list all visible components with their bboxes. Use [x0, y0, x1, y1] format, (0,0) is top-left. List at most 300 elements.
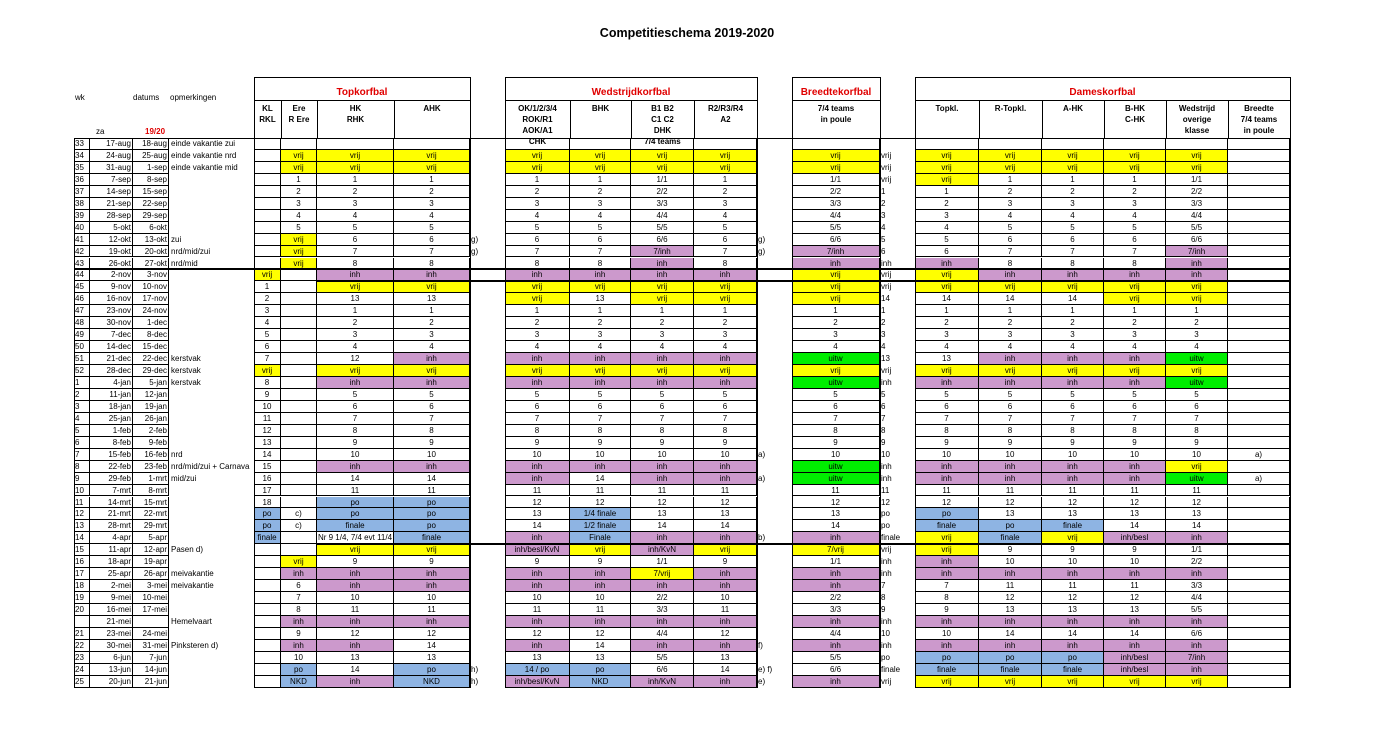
topkl-cell: 5	[915, 389, 979, 401]
note-cell: inh	[881, 461, 892, 471]
r2r3r4-cell: 9	[694, 556, 757, 568]
r2r3r4-cell: 3	[694, 329, 757, 341]
breedte-cell: 5/5	[792, 652, 880, 664]
hk-rhk-cell: 9	[317, 556, 394, 568]
kl-rkl-cell: 14	[254, 449, 281, 461]
a-hk-cell: 12	[1042, 592, 1104, 604]
week-cell: 13	[74, 520, 90, 532]
b1b2-cell: inh	[631, 353, 694, 365]
remark-cell	[169, 281, 254, 293]
topkl-cell: vrij	[915, 269, 979, 281]
thick-separator-week44-bottom	[317, 280, 1290, 282]
breedte-dames-cell	[1228, 592, 1290, 604]
note-cell	[757, 508, 792, 520]
ere-cell: 5	[281, 222, 317, 234]
remark-cell	[169, 508, 254, 520]
note-cell: g)	[471, 246, 479, 256]
kl-rkl-cell: finale	[254, 532, 281, 544]
b-hk-cell: vrij	[1104, 365, 1166, 377]
b1b2-cell: inh/KvN	[631, 676, 694, 688]
note-cell	[470, 485, 505, 497]
topkl-cell: 6	[915, 246, 979, 258]
kl-rkl-cell: 16	[254, 473, 281, 485]
a-hk-cell: 12	[1042, 497, 1104, 509]
ere-cell	[281, 353, 317, 365]
ok-cell: vrij	[505, 365, 570, 377]
remark-cell	[169, 532, 254, 544]
b-hk-cell: vrij	[1104, 162, 1166, 174]
r2r3r4-cell: inh	[694, 676, 757, 688]
r-topkl-cell: vrij	[979, 676, 1042, 688]
date-sat-cell: 24-aug	[90, 150, 133, 162]
a-hk-cell: inh	[1042, 640, 1104, 652]
breedte-dames-cell	[1228, 497, 1290, 509]
date-sun-cell: 15-mrt	[133, 497, 169, 509]
breedte-dames-cell	[1228, 461, 1290, 473]
ahk-cell: 3	[394, 198, 470, 210]
date-sat-cell: 28-dec	[90, 365, 133, 377]
ere-cell: inh	[281, 640, 317, 652]
wedstrijd-overige-cell: inh	[1166, 640, 1228, 652]
hk-rhk-cell: 2	[317, 317, 394, 329]
note-cell	[757, 198, 792, 210]
note-cell: g)	[471, 234, 479, 244]
ere-cell	[281, 544, 317, 556]
topkl-cell: 9	[915, 604, 979, 616]
r-topkl-cell: 8	[979, 258, 1042, 270]
wedstrijd-overige-cell: 9	[1166, 437, 1228, 449]
kl-rkl-cell: 4	[254, 317, 281, 329]
bhk-cell: 10	[570, 449, 631, 461]
remark-cell	[169, 664, 254, 676]
note-cell	[470, 329, 505, 341]
ok-cell: 13	[505, 652, 570, 664]
r-topkl-cell: po	[979, 520, 1042, 532]
note-cell: 1	[881, 186, 886, 196]
r2r3r4-cell: 14	[694, 664, 757, 676]
ok-cell: 12	[505, 628, 570, 640]
date-sat-cell: 21-sep	[90, 198, 133, 210]
bhk-cell: NKD	[570, 676, 631, 688]
date-sat-cell: 18-apr	[90, 556, 133, 568]
b-hk-cell: 11	[1104, 485, 1166, 497]
note-cell: 4	[881, 342, 886, 352]
b1b2-cell: 3/3	[631, 604, 694, 616]
a-hk-cell: finale	[1042, 520, 1104, 532]
r2r3r4-cell: inh	[694, 461, 757, 473]
note-cell	[757, 162, 792, 174]
week-cell: 21	[74, 628, 90, 640]
bhk-cell: 1/4 finale	[570, 508, 631, 520]
note-cell	[470, 138, 505, 150]
note-cell	[757, 389, 792, 401]
r2r3r4-cell: 10	[694, 592, 757, 604]
r2r3r4-cell: 4	[694, 341, 757, 353]
date-sat-cell: 21-mrt	[90, 508, 133, 520]
group-title-line	[254, 100, 470, 101]
breedte-dames-cell	[1228, 640, 1290, 652]
header-top-line	[792, 77, 880, 78]
r-topkl-cell: 10	[979, 449, 1042, 461]
note-cell	[757, 652, 792, 664]
r2r3r4-cell: 10	[694, 449, 757, 461]
a-hk-cell: 4	[1042, 341, 1104, 353]
hk-rhk-cell: 4	[317, 341, 394, 353]
breedte-cell: 2	[792, 317, 880, 329]
remark-cell: nrd/mid/zui	[171, 246, 211, 256]
ahk-cell: 7	[394, 246, 470, 258]
hk-rhk-cell: 12	[317, 353, 394, 365]
note-cell: vrij	[881, 366, 892, 376]
wedstrijd-overige-cell: 6/6	[1166, 234, 1228, 246]
ok-cell: 1	[505, 174, 570, 186]
b-hk-cell: vrij	[1104, 293, 1166, 305]
note-cell	[470, 604, 505, 616]
breedte-cell: 4/4	[792, 210, 880, 222]
date-sun-cell: 14-jun	[133, 664, 169, 676]
date-sun-cell: 18-aug	[133, 138, 169, 150]
a-hk-cell: 5	[1042, 222, 1104, 234]
ahk-cell: vrij	[394, 150, 470, 162]
r2r3r4-cell: 11	[694, 604, 757, 616]
breedte-cell: inh	[792, 616, 880, 628]
note-cell: vrij	[881, 270, 892, 280]
hk-rhk-cell: vrij	[317, 544, 394, 556]
ahk-cell: 4	[394, 341, 470, 353]
hk-rhk-cell: inh	[317, 676, 394, 688]
topkl-cell: 13	[915, 353, 979, 365]
bhk-cell: 2	[570, 186, 631, 198]
a-hk-cell: 1	[1042, 174, 1104, 186]
ok-cell: inh	[505, 461, 570, 473]
date-sun-cell: 7-jun	[133, 652, 169, 664]
wedstrijd-overige-cell: vrij	[1166, 676, 1228, 688]
note-cell: po	[881, 509, 890, 519]
r2r3r4-cell: 6	[694, 234, 757, 246]
ere-cell: inh	[281, 616, 317, 628]
ahk-cell: inh	[394, 568, 470, 580]
r-topkl-cell: inh	[979, 461, 1042, 473]
b-hk-cell: 12	[1104, 497, 1166, 509]
hk-rhk-cell: vrij	[317, 150, 394, 162]
b1b2-cell: 4/4	[631, 210, 694, 222]
note-cell	[757, 604, 792, 616]
remark-cell	[169, 485, 254, 497]
wedstrijd-overige-cell: 6	[1166, 401, 1228, 413]
r2r3r4-cell: vrij	[694, 162, 757, 174]
column-header: Topkl.	[935, 104, 959, 113]
ere-cell	[281, 305, 317, 317]
date-sat-cell: 9-mei	[90, 592, 133, 604]
a-hk-cell: finale	[1042, 664, 1104, 676]
ere-cell: 3	[281, 198, 317, 210]
r-topkl-cell: 9	[979, 544, 1042, 556]
week-cell: 38	[74, 198, 90, 210]
b1b2-cell: 10	[631, 449, 694, 461]
r-topkl-cell: finale	[979, 664, 1042, 676]
a-hk-cell: inh	[1042, 568, 1104, 580]
ere-cell	[281, 437, 317, 449]
r2r3r4-cell: 11	[694, 485, 757, 497]
wedstrijd-overige-cell: vrij	[1166, 461, 1228, 473]
a-hk-cell: inh	[1042, 269, 1104, 281]
note-cell	[880, 138, 915, 150]
kl-rkl-cell	[254, 198, 281, 210]
note-cell: g)	[758, 246, 766, 256]
ahk-cell: 6	[394, 234, 470, 246]
kl-rkl-cell: 2	[254, 293, 281, 305]
remark-cell	[169, 592, 254, 604]
bhk-cell: 7	[570, 413, 631, 425]
breedte-cell: 3/3	[792, 604, 880, 616]
note-cell	[757, 281, 792, 293]
date-sat-cell: 21-mei	[90, 616, 133, 628]
ahk-cell: 8	[394, 425, 470, 437]
note-cell: b)	[758, 533, 766, 543]
wedstrijd-overige-cell: 1	[1166, 305, 1228, 317]
week-cell: 25	[74, 676, 90, 688]
a-hk-cell: vrij	[1042, 150, 1104, 162]
note-cell	[757, 317, 792, 329]
topkl-cell: 10	[915, 628, 979, 640]
bhk-cell: inh	[570, 461, 631, 473]
date-sun-cell: 29-sep	[133, 210, 169, 222]
ahk-cell	[394, 138, 470, 150]
ok-cell: 1	[505, 305, 570, 317]
breedte-dames-cell	[1228, 425, 1290, 437]
r-topkl-cell	[979, 138, 1042, 150]
hk-rhk-cell: inh	[317, 616, 394, 628]
week-cell: 14	[74, 532, 90, 544]
week-cell: 33	[74, 138, 90, 150]
breedte-cell: inh	[792, 568, 880, 580]
b1b2-cell: 2	[631, 317, 694, 329]
date-sat-cell: 14-dec	[90, 341, 133, 353]
ahk-cell: 3	[394, 329, 470, 341]
remark-cell: kerstvak	[171, 366, 201, 376]
remark-cell: Hemelvaart	[171, 617, 212, 626]
ahk-cell: 2	[394, 186, 470, 198]
date-sun-cell: 3-mei	[133, 580, 169, 592]
bhk-cell: 9	[570, 437, 631, 449]
remark-cell: kerstvak	[171, 354, 201, 364]
note-cell: inh	[881, 557, 892, 567]
bhk-cell: vrij	[570, 281, 631, 293]
a-hk-cell: 14	[1042, 628, 1104, 640]
r-topkl-cell: 3	[979, 329, 1042, 341]
breedte-dames-cell	[1228, 210, 1290, 222]
hk-rhk-cell: 11	[317, 485, 394, 497]
note-cell: inh	[881, 640, 892, 650]
kl-rkl-cell	[254, 174, 281, 186]
ahk-cell: 1	[394, 305, 470, 317]
date-sat-cell: 13-jun	[90, 664, 133, 676]
note-cell: 9	[881, 437, 886, 447]
hk-rhk-cell: 14	[317, 473, 394, 485]
hk-rhk-cell: inh	[317, 568, 394, 580]
column-header: R2/R3/R4 A2	[707, 104, 744, 124]
wedstrijd-overige-cell: 13	[1166, 508, 1228, 520]
kl-rkl-cell	[254, 580, 281, 592]
note-cell	[470, 520, 505, 532]
ok-cell: inh	[505, 353, 570, 365]
kl-rkl-cell	[254, 652, 281, 664]
hk-rhk-cell: inh	[317, 269, 394, 281]
date-sun-cell: 22-dec	[133, 353, 169, 365]
ok-cell: inh	[505, 580, 570, 592]
b-hk-cell: 1	[1104, 305, 1166, 317]
wedstrijd-overige-cell: 14	[1166, 520, 1228, 532]
r-topkl-cell: 8	[979, 425, 1042, 437]
b-hk-cell: 5	[1104, 389, 1166, 401]
group-title-dameskorfbal: Dameskorfbal	[1069, 87, 1136, 98]
r2r3r4-cell: 2	[694, 186, 757, 198]
ahk-cell: 9	[394, 437, 470, 449]
a-hk-cell: vrij	[1042, 676, 1104, 688]
r2r3r4-cell: 13	[694, 508, 757, 520]
week-cell: 22	[74, 640, 90, 652]
note-cell: 7	[881, 413, 886, 423]
r2r3r4-cell: 9	[694, 437, 757, 449]
note-cell: 10	[881, 449, 890, 459]
remark-cell	[169, 329, 254, 341]
column-header: B1 B2 C1 C2 DHK 7/4 teams	[644, 104, 681, 146]
ahk-cell: 1	[394, 174, 470, 186]
thick-separator-week15	[317, 543, 1290, 545]
ere-cell: c)	[281, 520, 317, 532]
hk-rhk-cell: 5	[317, 222, 394, 234]
bhk-cell: 4	[570, 210, 631, 222]
note-cell: inh	[881, 617, 892, 626]
ok-cell: 14 / po	[505, 664, 570, 676]
remark-cell	[169, 604, 254, 616]
wedstrijd-overige-cell: 4/4	[1166, 210, 1228, 222]
topkl-cell: po	[915, 508, 979, 520]
b-hk-cell: 14	[1104, 628, 1166, 640]
remark-cell	[169, 628, 254, 640]
b1b2-cell: inh	[631, 258, 694, 270]
hk-rhk-cell: Nr 9 1/4, 7/4 evt 11/4	[317, 533, 393, 543]
topkl-cell: 7	[915, 580, 979, 592]
breedte-dames-cell	[1228, 556, 1290, 568]
date-sat-cell: 30-nov	[90, 317, 133, 329]
b1b2-cell: 7	[631, 413, 694, 425]
breedte-dames-cell	[1228, 413, 1290, 425]
note-cell	[470, 353, 505, 365]
kl-rkl-cell	[254, 592, 281, 604]
group-title-line	[915, 100, 1290, 101]
r-topkl-cell: 2	[979, 317, 1042, 329]
b-hk-cell: vrij	[1104, 281, 1166, 293]
remark-cell: mid/zui	[171, 473, 197, 483]
breedte-dames-cell	[1228, 508, 1290, 520]
b-hk-cell: inh/besl	[1104, 532, 1166, 544]
section-divider	[792, 77, 793, 688]
note-cell	[470, 174, 505, 186]
r-topkl-cell: vrij	[979, 162, 1042, 174]
topkl-cell: 14	[915, 293, 979, 305]
note-cell: vrij	[881, 676, 892, 686]
date-sat-cell: 15-feb	[90, 449, 133, 461]
note-cell: e)	[758, 676, 766, 686]
ere-cell	[281, 497, 317, 509]
note-cell	[757, 138, 792, 150]
bhk-cell: 6	[570, 401, 631, 413]
topkl-cell: 4	[915, 341, 979, 353]
date-sun-cell: 10-nov	[133, 281, 169, 293]
date-sun-cell: 15-dec	[133, 341, 169, 353]
breedte-dames-cell	[1228, 329, 1290, 341]
wedstrijd-overige-cell: 3/3	[1166, 198, 1228, 210]
a-hk-cell: vrij	[1042, 365, 1104, 377]
b-hk-cell: vrij	[1104, 676, 1166, 688]
bhk-cell: 10	[570, 592, 631, 604]
ok-cell: 2	[505, 317, 570, 329]
date-sun-cell: 27-okt	[133, 258, 169, 270]
ahk-cell: 11	[394, 604, 470, 616]
date-sun-cell: 17-mei	[133, 604, 169, 616]
note-cell: finale	[881, 664, 901, 674]
date-sat-cell: 7-mrt	[90, 485, 133, 497]
breedte-dames-cell	[1228, 246, 1290, 258]
topkl-cell: 11	[915, 485, 979, 497]
kl-rkl-cell: 11	[254, 413, 281, 425]
r2r3r4-cell: 7	[694, 246, 757, 258]
kl-rkl-cell: po	[254, 508, 281, 520]
wedstrijd-overige-cell: uitw	[1166, 377, 1228, 389]
hk-rhk-cell: 6	[317, 234, 394, 246]
note-cell: 4	[881, 222, 886, 232]
note-cell	[757, 461, 792, 473]
ok-cell: 7	[505, 246, 570, 258]
wedstrijd-overige-cell	[1166, 138, 1228, 150]
r2r3r4-cell: inh	[694, 580, 757, 592]
r-topkl-cell: 5	[979, 222, 1042, 234]
note-cell	[757, 329, 792, 341]
r2r3r4-cell: inh	[694, 532, 757, 544]
date-sat-cell: 23-nov	[90, 305, 133, 317]
ere-cell: po	[281, 664, 317, 676]
week-cell: 1	[74, 377, 90, 389]
ere-cell	[281, 269, 317, 281]
breedte-dames-cell	[1228, 664, 1290, 676]
r-topkl-cell: 13	[979, 604, 1042, 616]
ahk-cell: inh	[394, 353, 470, 365]
breedte-cell: 1/1	[792, 556, 880, 568]
r2r3r4-cell: 8	[694, 425, 757, 437]
b1b2-cell: 6/6	[631, 664, 694, 676]
date-sat-cell: 23-mei	[90, 628, 133, 640]
a-hk-cell: vrij	[1042, 281, 1104, 293]
hk-rhk-cell: 1	[317, 305, 394, 317]
column-header: B-HK C-HK	[1125, 104, 1145, 124]
breedte-cell: 4	[792, 341, 880, 353]
wedstrijd-overige-cell: 5/5	[1166, 604, 1228, 616]
b1b2-cell: 3/3	[631, 198, 694, 210]
note-cell	[757, 222, 792, 234]
remark-cell: zui	[171, 234, 182, 244]
hk-rhk-cell: po	[317, 497, 394, 509]
note-cell	[470, 508, 505, 520]
group-title-line	[505, 100, 757, 101]
date-sat-cell: 25-jan	[90, 413, 133, 425]
kl-rkl-cell: vrij	[254, 365, 281, 377]
note-cell: 3	[881, 330, 886, 340]
topkl-cell: 7	[915, 413, 979, 425]
note-cell	[470, 556, 505, 568]
bhk-cell: 14	[570, 473, 631, 485]
b-hk-cell: inh	[1104, 616, 1166, 628]
